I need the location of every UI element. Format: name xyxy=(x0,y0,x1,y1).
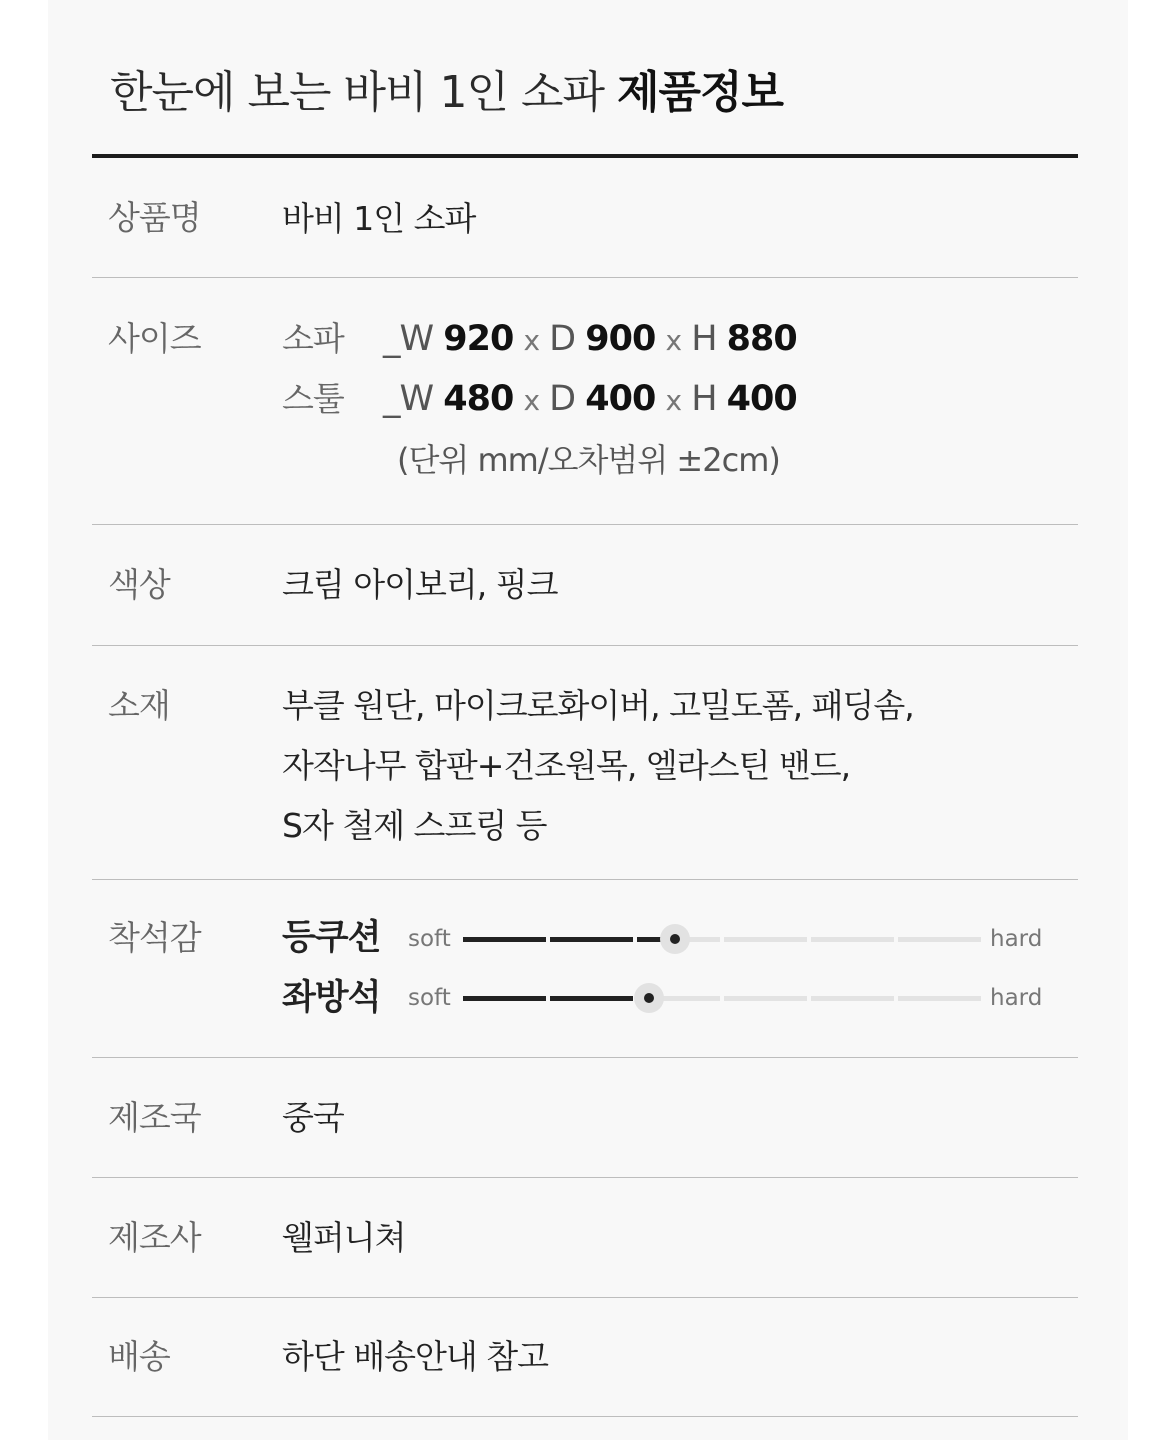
slider-track-inactive-segment xyxy=(898,937,981,942)
dim-prefix: _W xyxy=(383,319,434,359)
slider-track-active-segment xyxy=(463,937,546,942)
size-stool-name: 스툴 xyxy=(282,379,344,418)
value-delivery: 하단 배송안내 참고 xyxy=(282,1337,549,1376)
slider-track-active-segment xyxy=(463,996,546,1001)
row-divider xyxy=(92,524,1078,525)
row-divider xyxy=(92,1297,1078,1298)
row-divider xyxy=(92,645,1078,646)
dim-width: 480 xyxy=(443,379,514,419)
value-material-line-1: 부클 원단, 마이크로화이버, 고밀도폼, 패딩솜, xyxy=(282,686,914,725)
label-maker: 제조사 xyxy=(108,1218,201,1257)
comfort-back-cushion-name: 등쿠션 xyxy=(282,918,381,958)
title-divider xyxy=(92,154,1078,158)
slider-track-active-segment xyxy=(550,937,633,942)
dim-depth: 900 xyxy=(585,319,656,359)
slider-track-inactive-segment xyxy=(724,937,807,942)
slider-track-inactive-segment xyxy=(898,996,981,1001)
dim-height-label: H xyxy=(691,319,717,359)
slider-track-inactive-segment xyxy=(811,937,894,942)
label-material: 소재 xyxy=(108,686,170,725)
label-size: 사이즈 xyxy=(108,319,201,358)
comfort-min-label: soft xyxy=(408,985,451,1011)
label-origin: 제조국 xyxy=(108,1098,201,1137)
dim-height: 880 xyxy=(726,319,797,359)
dim-sep: x xyxy=(665,384,682,417)
comfort-max-label: hard xyxy=(990,926,1043,952)
value-product-name: 바비 1인 소파 xyxy=(282,199,476,238)
slider-track-inactive-segment xyxy=(811,996,894,1001)
row-divider xyxy=(92,1177,1078,1178)
size-note: (단위 mm/오차범위 ±2cm) xyxy=(397,441,780,479)
slider-track-active-segment xyxy=(550,996,633,1001)
row-divider xyxy=(92,879,1078,880)
dim-depth-label: D xyxy=(549,379,576,419)
dim-width: 920 xyxy=(443,319,514,359)
slider-track-inactive-segment xyxy=(724,996,807,1001)
dim-sep: x xyxy=(523,384,540,417)
comfort-min-label: soft xyxy=(408,926,451,952)
comfort-max-label: hard xyxy=(990,985,1043,1011)
size-sofa-name: 소파 xyxy=(282,319,344,358)
row-divider xyxy=(92,1057,1078,1058)
dim-sep: x xyxy=(665,324,682,357)
dim-sep: x xyxy=(523,324,540,357)
value-material-line-2: 자작나무 합판+건조원목, 엘라스틴 밴드, xyxy=(282,746,851,785)
value-maker: 웰퍼니쳐 xyxy=(282,1218,406,1257)
size-sofa-dimensions xyxy=(383,317,797,363)
title-text: 한눈에 보는 바비 1인 소파 xyxy=(110,67,604,118)
label-color: 색상 xyxy=(108,565,170,604)
row-divider xyxy=(92,277,1078,278)
label-comfort: 착석감 xyxy=(108,918,201,957)
value-origin: 중국 xyxy=(282,1098,344,1137)
dim-depth: 400 xyxy=(585,379,656,419)
comfort-seat-cushion-name: 좌방석 xyxy=(282,978,381,1018)
size-stool-dimensions xyxy=(383,377,797,423)
page-title xyxy=(110,58,783,128)
dim-prefix: _W xyxy=(383,379,434,419)
label-delivery: 배송 xyxy=(108,1337,170,1376)
label-product-name: 상품명 xyxy=(108,198,201,237)
dim-depth-label: D xyxy=(549,319,576,359)
dim-height: 400 xyxy=(726,379,797,419)
title-bold-text: 제품정보 xyxy=(616,67,783,118)
value-material-line-3: S자 철제 스프링 등 xyxy=(282,806,547,845)
row-divider xyxy=(92,1416,1078,1417)
value-color: 크림 아이보리, 핑크 xyxy=(282,565,558,604)
dim-height-label: H xyxy=(691,379,717,419)
